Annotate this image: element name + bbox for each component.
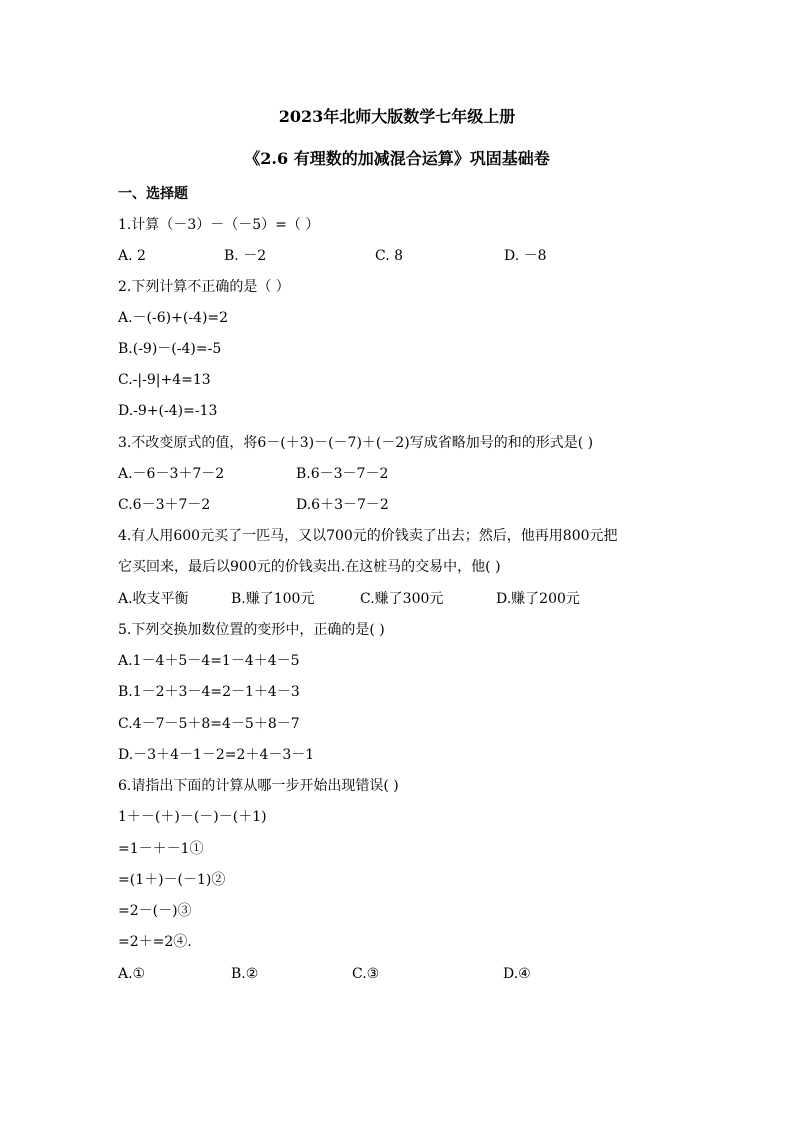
document-subtitle: 《2.6 有理数的加减混合运算》巩固基础卷 xyxy=(244,149,550,168)
q4-option-b: B.赚了100元 xyxy=(231,591,315,607)
q6-option-b: B.② xyxy=(231,966,259,982)
question-6-stem: 6.请指出下面的计算从哪一步开始出现错误( ) xyxy=(118,778,399,794)
q6-option-c: C.③ xyxy=(352,966,380,982)
q1-option-c: C. 8 xyxy=(375,248,404,264)
question-5-stem: 5.下列交换加数位置的变形中，正确的是( ) xyxy=(118,622,385,638)
q6-step: =1－＋－1① xyxy=(118,841,204,857)
q1-option-a: A. 2 xyxy=(118,248,146,264)
document-title: 2023年北师大版数学七年级上册 xyxy=(278,107,516,126)
q5-option-b: B.1－2＋3－4=2－1＋4－3 xyxy=(118,684,300,700)
q5-option-d: D.－3＋4－1－2=2＋4－3－1 xyxy=(118,747,315,763)
q2-option-b: B.(-9)－(-4)=-5 xyxy=(118,341,222,357)
q1-option-d: D. －8 xyxy=(504,248,547,264)
q5-option-c: C.4－7－5＋8=4－5＋8－7 xyxy=(118,716,300,732)
section-heading: 一、选择题 xyxy=(118,186,188,202)
q3-option-b: B.6－3－7－2 xyxy=(296,466,389,482)
question-3-stem: 3.不改变原式的值，将6－(＋3)－(－7)＋(－2)写成省略加号的和的形式是( ) xyxy=(118,435,594,451)
q6-step: =2＋=2④. xyxy=(118,934,192,950)
q3-option-a: A.－6－3＋7－2 xyxy=(118,466,225,482)
q1-option-b: B. －2 xyxy=(224,248,267,264)
q3-option-d: D.6＋3－7－2 xyxy=(296,497,389,513)
question-1-stem: 1.计算（－3）－（－5）=（ ） xyxy=(118,217,320,233)
q6-step: 1＋－(＋)－(－)－(＋1) xyxy=(118,809,267,825)
q6-option-d: D.④ xyxy=(503,966,531,982)
q2-option-a: A.－(-6)+(-4)=2 xyxy=(118,310,229,326)
q2-option-c: C.-|-9|+4=13 xyxy=(118,372,211,388)
q2-option-d: D.-9+(-4)=-13 xyxy=(118,403,218,419)
q6-step: =(1＋)－(－1)② xyxy=(118,872,226,888)
q4-option-d: D.赚了200元 xyxy=(496,591,580,607)
q5-option-a: A.1－4＋5－4=1－4＋4－5 xyxy=(118,653,300,669)
question-2-stem: 2.下列计算不正确的是（ ） xyxy=(118,279,290,295)
q3-option-c: C.6－3＋7－2 xyxy=(118,497,211,513)
q4-option-a: A.收支平衡 xyxy=(118,591,189,607)
question-4-stem-line-1: 4.有人用600元买了一匹马，又以700元的价钱卖了出去；然后，他再用800元把 xyxy=(118,528,618,544)
question-4-stem-line-2: 它买回来，最后以900元的价钱卖出.在这桩马的交易中，他( ) xyxy=(118,559,501,575)
q6-option-a: A.① xyxy=(118,966,146,982)
q4-option-c: C.赚了300元 xyxy=(360,591,444,607)
q6-step: =2－(－)③ xyxy=(118,903,192,919)
